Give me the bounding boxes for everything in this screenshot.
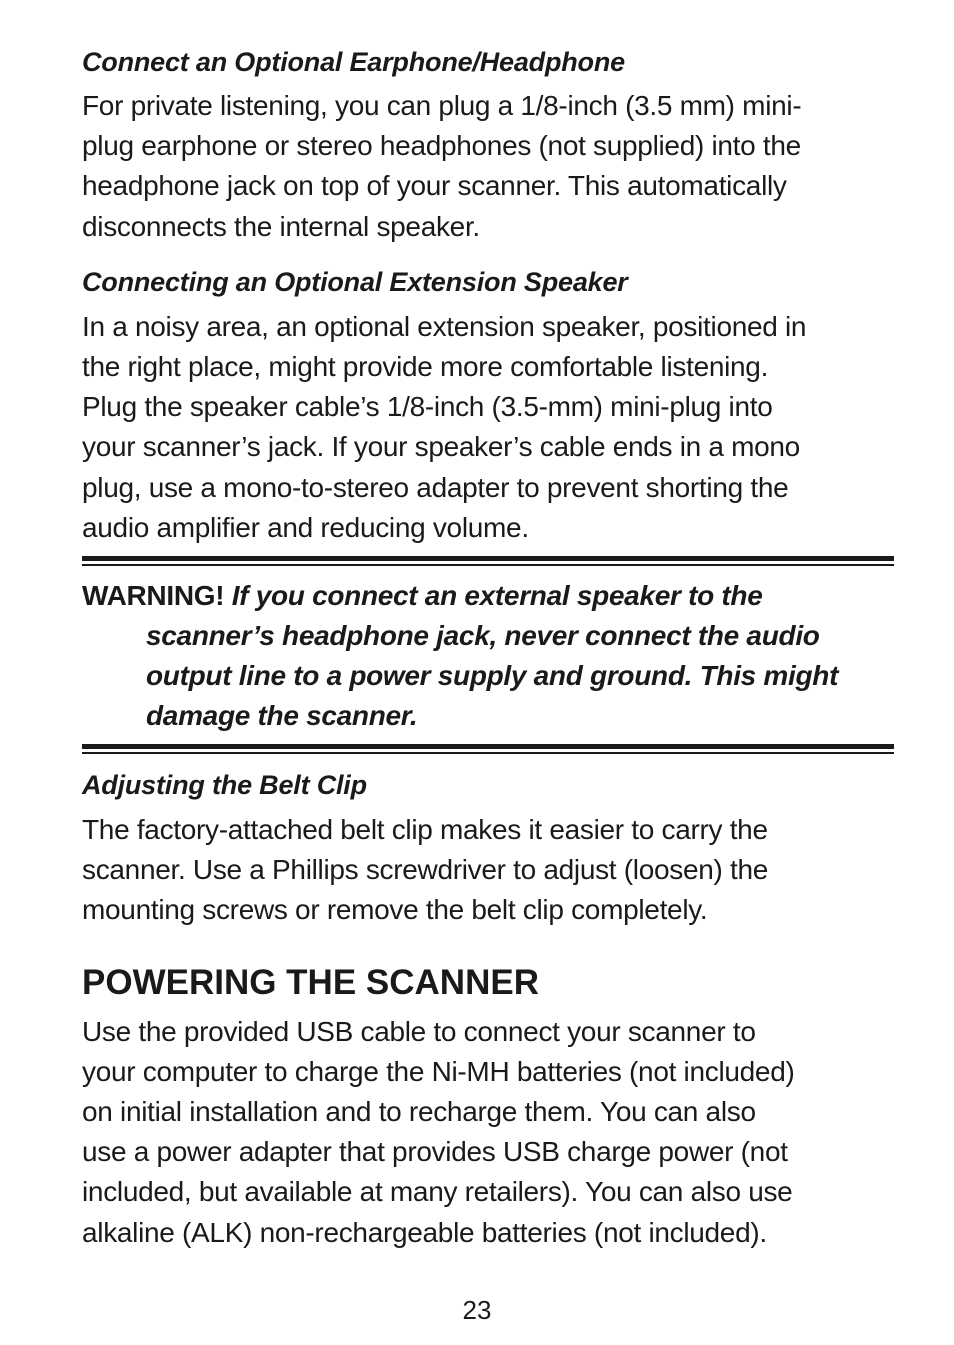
- paragraph-powering: [82, 1012, 894, 1253]
- paragraph-extension-speaker: [82, 307, 894, 548]
- text-line: plug earphone or stereo headphones (not supplied) into the: [82, 130, 801, 162]
- text-line: In a noisy area, an optional extension speaker, positioned in: [82, 310, 807, 342]
- text-line: mounting screws or remove the belt clip completely.: [82, 894, 708, 926]
- text-line: Use the provided USB cable to connect your scanner to: [82, 1015, 756, 1047]
- warning-box: [82, 576, 894, 736]
- text-line: your computer to charge the Ni-MH batteries (not included): [82, 1055, 795, 1087]
- text-line: your scanner’s jack. If your speaker’s cable ends in a mono: [82, 431, 800, 463]
- page-number: 23: [462, 1295, 492, 1325]
- heading-extension-speaker: Connecting an Optional Extension Speaker: [82, 266, 628, 297]
- text-line: scanner. Use a Phillips screwdriver to adjust (loosen) the: [82, 854, 769, 886]
- warning-first-line: [82, 576, 894, 616]
- text-line: included, but available at many retailers). You can also use: [82, 1176, 793, 1208]
- warning-bottom-divider: [82, 744, 894, 754]
- heading-belt-clip: Adjusting the Belt Clip: [82, 770, 367, 801]
- warning-text-line: scanner’s headphone jack, never connect the audio: [146, 620, 820, 652]
- warning-label: WARNING!: [82, 580, 225, 612]
- section-title-powering: POWERING THE SCANNER: [82, 962, 539, 1002]
- text-line: The factory-attached belt clip makes it easier to carry the: [82, 814, 768, 846]
- warning-top-divider: [82, 556, 894, 566]
- text-line: on initial installation and to recharge them. You can also: [82, 1096, 756, 1128]
- text-line: For private listening, you can plug a 1/8-inch (3.5 mm) mini-: [82, 90, 802, 121]
- text-line: the right place, might provide more comfortable listening.: [82, 351, 769, 383]
- paragraph-earphone: [82, 86, 894, 247]
- manual-page: [82, 40, 894, 1253]
- warning-text-line: damage the scanner.: [146, 700, 418, 732]
- warning-text-line: output line to a power supply and ground. This might: [146, 660, 839, 692]
- text-line: audio amplifier and reducing volume.: [82, 511, 529, 543]
- text-line: disconnects the internal speaker.: [82, 210, 480, 242]
- text-line: Plug the speaker cable’s 1/8-inch (3.5-mm) mini-plug into: [82, 391, 773, 423]
- heading-earphone: Connect an Optional Earphone/Headphone: [82, 47, 625, 77]
- warning-text: If you connect an external speaker to the: [231, 580, 763, 612]
- paragraph-belt-clip: [82, 810, 894, 931]
- text-line: plug, use a mono-to-stereo adapter to prevent shorting the: [82, 471, 789, 503]
- text-line: headphone jack on top of your scanner. This automatically: [82, 170, 787, 202]
- text-line: alkaline (ALK) non-rechargeable batteries (not included).: [82, 1216, 767, 1248]
- text-line: use a power adapter that provides USB charge power (not: [82, 1136, 788, 1168]
